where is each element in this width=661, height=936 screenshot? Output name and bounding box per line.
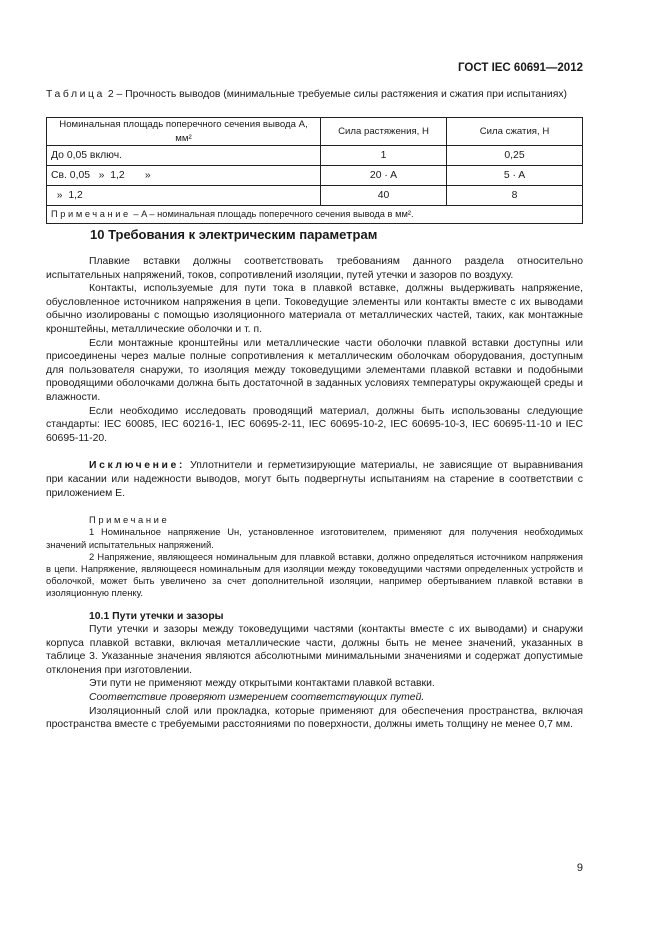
paragraph: Эти пути не применяют между открытыми контактами плавкой вставки. bbox=[89, 678, 435, 690]
column-header-tension: Сила растяжения, Н bbox=[321, 118, 447, 146]
exception-paragraph bbox=[46, 459, 583, 500]
table-cell: 1 bbox=[321, 146, 447, 166]
terminal-strength-table bbox=[46, 117, 583, 224]
table-cell: 8 bbox=[447, 186, 583, 206]
paragraph: Если необходимо исследовать проводящий материал, должны быть использованы следующие стандарты: IEC 60085, IEC 60216-1, IEC 60695-2-11, IEC 60695-10-2, IEC 60695-10-3, IEC 60695-11-10 и IEC 60695-11-20. bbox=[46, 405, 583, 444]
paragraph: Если монтажные кронштейны или металлические части оболочки плавкой вставки доступны или присоединены через малые полные сопротивления к металлическим оболочкам оборудования, доступным для пользователя снаружи, то изоляция между токоведущими элементами плавкой вставки и подобными проводящими оболочками должна быть достаточной в заданных условиях температуры окружающей среды и влажности. bbox=[46, 337, 583, 403]
paragraph: Плавкие вставки должны соответствовать требованиям данного раздела относительно испытательных напряжений, токов, сопротивлений изоляции, путей утечки и зазоров по воздуху. bbox=[46, 256, 583, 281]
table-cell: До 0,05 включ. bbox=[47, 146, 321, 166]
section-10-body bbox=[46, 255, 583, 732]
table-note-word: Примечание bbox=[51, 208, 131, 219]
exception-label: Исключение: bbox=[89, 460, 185, 472]
exception-text: Уплотнители и герметизирующие материалы, не зависящие от выравнивания при касании или надежности выводов, могут быть подвергнуты испытаниям на старение в соответствии с приложением Е. bbox=[46, 460, 583, 499]
table-caption bbox=[46, 88, 583, 102]
note-item: 2 Напряжение, являющееся номинальным для плавкой вставки, должно определяться источником напряжения в цепи. Напряжение, являющееся номинальным для изоляции между токоведущими частями определенных устройств и оболочкой, может быть увеличено за счет дополнительной изоляции, например обертыванием плавкой вставки в изоляционную пленку. bbox=[46, 550, 583, 599]
table-row bbox=[47, 186, 583, 206]
document-id: ГОСТ IEC 60691—2012 bbox=[458, 62, 583, 74]
notes-block bbox=[46, 514, 583, 599]
paragraph: Пути утечки и зазоры между токоведущими частями (контакты вместе с их выводами) и снаружи корпуса плавкой вставки, включая металлические части, должны быть не менее значений, указанных в таблице 3. Указанные значения являются абсолютными минимальными значениями и содержат допустимые отклонения при изготовлении. bbox=[46, 624, 583, 676]
section-10-title: 10 Требования к электрическим параметрам bbox=[90, 227, 378, 242]
table-row bbox=[47, 146, 583, 166]
table-caption-word: Таблица bbox=[46, 89, 105, 100]
table-cell: » 1,2 bbox=[47, 186, 321, 206]
notes-heading: Примечание bbox=[89, 514, 170, 526]
compliance-check: Соответствие проверяют измерением соответствующих путей. bbox=[89, 692, 425, 704]
table-caption-text: 2 – Прочность выводов (минимальные требуемые силы растяжения и сжатия при испытаниях) bbox=[104, 89, 567, 100]
table-cell: 0,25 bbox=[447, 146, 583, 166]
paragraph: Контакты, используемые для пути тока в плавкой вставке, должны выдерживать напряжение, обусловленное источником напряжения в цепи. Токоведущие элементы или контакты вместе с их выводами обычно изолированы с помощью изоляционного материала от металлических частей, таких, как монтажные кронштейны, металлические оболочки и т. п. bbox=[46, 283, 583, 335]
table-cell: Св. 0,05 » 1,2 » bbox=[47, 166, 321, 186]
note-item: 1 Номинальное напряжение Uн, установленное изготовителем, применяют для получения необходимых значений испытательных напряжений. bbox=[46, 526, 583, 550]
page-number: 9 bbox=[576, 862, 583, 874]
column-header-compression: Сила сжатия, Н bbox=[447, 118, 583, 146]
table-note bbox=[47, 206, 583, 224]
table-row bbox=[47, 166, 583, 186]
section-10-1-title: 10.1 Пути утечки и зазоры bbox=[89, 610, 224, 622]
column-header-area: Номинальная площадь поперечного сечения вывода A, мм² bbox=[47, 118, 321, 146]
paragraph: Изоляционный слой или прокладка, которые применяют для обеспечения пространства, включая пространства вместе с требуемыми расстояниями по поверхности, должны иметь толщину не менее 0,7 мм. bbox=[46, 705, 583, 731]
table-cell: 5 · A bbox=[447, 166, 583, 186]
table-note-text: – A – номинальная площадь поперечного сечения вывода в мм². bbox=[130, 208, 414, 219]
table-header-row bbox=[47, 118, 583, 146]
table-note-row bbox=[47, 206, 583, 224]
table-cell: 40 bbox=[321, 186, 447, 206]
table-cell: 20 · A bbox=[321, 166, 447, 186]
